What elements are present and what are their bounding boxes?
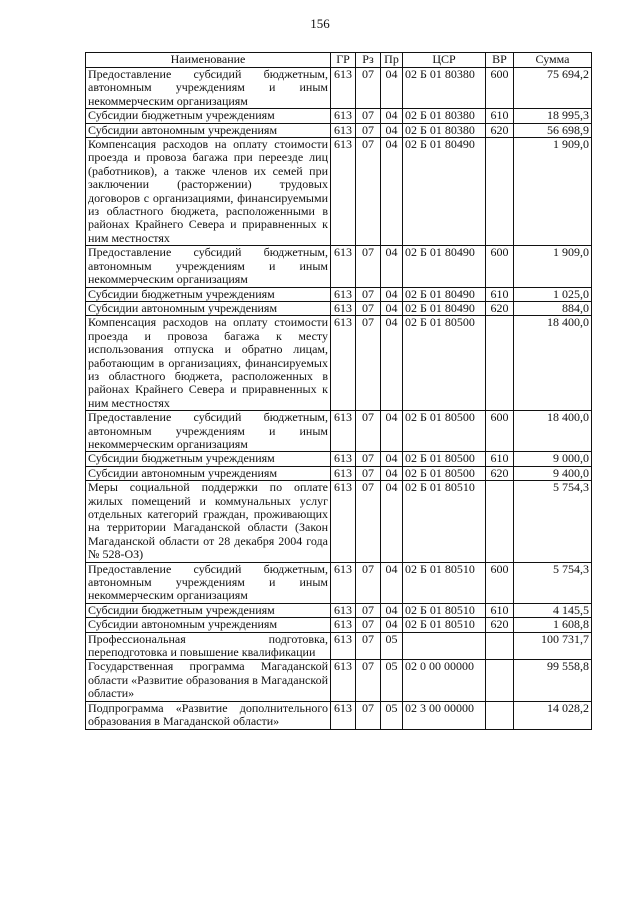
cell-rz: 07: [356, 68, 381, 109]
table-row: [86, 562, 592, 603]
cell-rz: 07: [356, 316, 381, 411]
cell-gr: 613: [331, 301, 356, 315]
table-row: [86, 660, 592, 701]
cell-rz: 07: [356, 701, 381, 729]
cell-sum: 14 028,2: [514, 701, 592, 729]
cell-rz: 07: [356, 632, 381, 660]
cell-rz: 07: [356, 301, 381, 315]
table-row: [86, 466, 592, 480]
table-row: [86, 68, 592, 109]
cell-name: Субсидии автономным учреждениям: [86, 301, 331, 315]
cell-vr: [486, 701, 514, 729]
cell-vr: 620: [486, 618, 514, 632]
cell-csr: 02 Б 01 80490: [403, 287, 486, 301]
cell-vr: 600: [486, 246, 514, 287]
cell-csr: 02 Б 01 80500: [403, 411, 486, 452]
cell-csr: 02 Б 01 80380: [403, 123, 486, 137]
cell-csr: 02 3 00 00000: [403, 701, 486, 729]
cell-vr: [486, 660, 514, 701]
table-row: [86, 481, 592, 562]
cell-sum: 9 400,0: [514, 466, 592, 480]
table-row: [86, 301, 592, 315]
cell-rz: 07: [356, 452, 381, 466]
cell-pr: 04: [381, 411, 403, 452]
cell-name: Предоставление субсидий бюджетным, автономным учреждениям и иным некоммерческим организациям: [86, 68, 331, 109]
cell-pr: 04: [381, 481, 403, 562]
cell-csr: 02 Б 01 80510: [403, 481, 486, 562]
cell-vr: 600: [486, 562, 514, 603]
table-row: [86, 287, 592, 301]
cell-rz: 07: [356, 109, 381, 123]
cell-sum: 9 000,0: [514, 452, 592, 466]
cell-gr: 613: [331, 411, 356, 452]
cell-vr: 610: [486, 452, 514, 466]
cell-gr: 613: [331, 632, 356, 660]
cell-name: Предоставление субсидий бюджетным, автономным учреждениям и иным некоммерческим организациям: [86, 411, 331, 452]
cell-sum: 99 558,8: [514, 660, 592, 701]
table-header-row: [86, 53, 592, 68]
cell-gr: 613: [331, 481, 356, 562]
cell-pr: 04: [381, 109, 403, 123]
cell-sum: 56 698,9: [514, 123, 592, 137]
table-row: [86, 411, 592, 452]
cell-pr: 04: [381, 562, 403, 603]
cell-csr: 02 Б 01 80500: [403, 466, 486, 480]
cell-rz: 07: [356, 660, 381, 701]
cell-rz: 07: [356, 466, 381, 480]
cell-sum: 1 025,0: [514, 287, 592, 301]
cell-csr: 02 Б 01 80380: [403, 68, 486, 109]
table-row: [86, 603, 592, 617]
cell-sum: 18 400,0: [514, 316, 592, 411]
cell-csr: 02 Б 01 80490: [403, 246, 486, 287]
cell-pr: 05: [381, 701, 403, 729]
cell-rz: 07: [356, 603, 381, 617]
cell-csr: [403, 632, 486, 660]
cell-gr: 613: [331, 138, 356, 246]
table-row: [86, 109, 592, 123]
cell-csr: 02 Б 01 80510: [403, 618, 486, 632]
cell-vr: 610: [486, 109, 514, 123]
cell-name: Компенсация расходов на оплату стоимости проезда и провоза багажа при переезде лиц (работников), а также членов их семей при заключении (расторжении) трудовых договоров с организациями, финансируемыми из областного бюджета, расположенными в районах Крайнего Севера и приравненных к ним местностях: [86, 138, 331, 246]
cell-csr: 02 0 00 00000: [403, 660, 486, 701]
page-number: 156: [310, 16, 330, 31]
cell-name: Предоставление субсидий бюджетным, автономным учреждениям и иным некоммерческим организациям: [86, 562, 331, 603]
cell-sum: 884,0: [514, 301, 592, 315]
cell-pr: 04: [381, 123, 403, 137]
table-row: [86, 316, 592, 411]
header-gr: ГР: [331, 53, 356, 68]
cell-rz: 07: [356, 411, 381, 452]
cell-pr: 04: [381, 618, 403, 632]
cell-pr: 04: [381, 603, 403, 617]
cell-name: Субсидии автономным учреждениям: [86, 123, 331, 137]
cell-gr: 613: [331, 618, 356, 632]
cell-csr: 02 Б 01 80510: [403, 562, 486, 603]
cell-csr: 02 Б 01 80510: [403, 603, 486, 617]
cell-gr: 613: [331, 68, 356, 109]
header-rz: Рз: [356, 53, 381, 68]
cell-pr: 04: [381, 316, 403, 411]
cell-rz: 07: [356, 246, 381, 287]
cell-pr: 04: [381, 68, 403, 109]
header-pr: Пр: [381, 53, 403, 68]
cell-pr: 04: [381, 246, 403, 287]
cell-sum: 18 400,0: [514, 411, 592, 452]
cell-csr: 02 Б 01 80500: [403, 316, 486, 411]
cell-csr: 02 Б 01 80380: [403, 109, 486, 123]
cell-name: Компенсация расходов на оплату стоимости проезда и провоза багажа к месту использования отпуска и обратно лицам, работающим в организациях, финансируемых из областного бюджета, расположенных в районах Крайнего Севера и приравненных к ним местностях: [86, 316, 331, 411]
cell-gr: 613: [331, 660, 356, 701]
cell-vr: [486, 481, 514, 562]
cell-name: Предоставление субсидий бюджетным, автономным учреждениям и иным некоммерческим организациям: [86, 246, 331, 287]
cell-name: Субсидии бюджетным учреждениям: [86, 109, 331, 123]
cell-sum: 5 754,3: [514, 562, 592, 603]
cell-gr: 613: [331, 316, 356, 411]
budget-table: [85, 52, 592, 730]
cell-vr: 610: [486, 287, 514, 301]
cell-pr: 05: [381, 660, 403, 701]
table-row: [86, 632, 592, 660]
cell-vr: 600: [486, 411, 514, 452]
cell-sum: 100 731,7: [514, 632, 592, 660]
cell-csr: 02 Б 01 80490: [403, 138, 486, 246]
cell-gr: 613: [331, 603, 356, 617]
cell-sum: 4 145,5: [514, 603, 592, 617]
cell-name: Субсидии бюджетным учреждениям: [86, 452, 331, 466]
header-vr: ВР: [486, 53, 514, 68]
cell-csr: 02 Б 01 80500: [403, 452, 486, 466]
cell-sum: 5 754,3: [514, 481, 592, 562]
cell-pr: 04: [381, 466, 403, 480]
cell-name: Субсидии бюджетным учреждениям: [86, 287, 331, 301]
cell-vr: [486, 316, 514, 411]
table-body: [86, 68, 592, 730]
cell-rz: 07: [356, 287, 381, 301]
cell-pr: 04: [381, 452, 403, 466]
cell-name: Подпрограмма «Развитие дополнительного образования в Магаданской области»: [86, 701, 331, 729]
cell-vr: [486, 138, 514, 246]
cell-vr: [486, 632, 514, 660]
cell-name: Государственная программа Магаданской области «Развитие образования в Магаданской области»: [86, 660, 331, 701]
cell-pr: 04: [381, 301, 403, 315]
cell-gr: 613: [331, 109, 356, 123]
cell-gr: 613: [331, 562, 356, 603]
cell-name: Субсидии автономным учреждениям: [86, 618, 331, 632]
cell-sum: 1 909,0: [514, 246, 592, 287]
cell-rz: 07: [356, 481, 381, 562]
cell-name: Субсидии автономным учреждениям: [86, 466, 331, 480]
cell-vr: 620: [486, 301, 514, 315]
cell-pr: 05: [381, 632, 403, 660]
header-csr: ЦСР: [403, 53, 486, 68]
cell-rz: 07: [356, 618, 381, 632]
cell-gr: 613: [331, 246, 356, 287]
cell-name: Меры социальной поддержки по оплате жилых помещений и коммунальных услуг отдельных категорий граждан, проживающих на территории Магаданской области (Закон Магаданской области от 28 декабря 2004 года № 528-ОЗ): [86, 481, 331, 562]
cell-vr: 610: [486, 603, 514, 617]
cell-pr: 04: [381, 138, 403, 246]
cell-vr: 620: [486, 123, 514, 137]
header-sum: Сумма: [514, 53, 592, 68]
cell-sum: 1 608,8: [514, 618, 592, 632]
cell-gr: 613: [331, 701, 356, 729]
header-name: Наименование: [86, 53, 331, 68]
cell-rz: 07: [356, 123, 381, 137]
cell-sum: 75 694,2: [514, 68, 592, 109]
table-row: [86, 701, 592, 729]
cell-pr: 04: [381, 287, 403, 301]
cell-csr: 02 Б 01 80490: [403, 301, 486, 315]
table-row: [86, 138, 592, 246]
table-row: [86, 246, 592, 287]
cell-gr: 613: [331, 123, 356, 137]
cell-gr: 613: [331, 466, 356, 480]
cell-vr: 620: [486, 466, 514, 480]
cell-vr: 600: [486, 68, 514, 109]
cell-name: Профессиональная подготовка, переподготовка и повышение квалификации: [86, 632, 331, 660]
table-row: [86, 452, 592, 466]
cell-name: Субсидии бюджетным учреждениям: [86, 603, 331, 617]
cell-rz: 07: [356, 138, 381, 246]
cell-gr: 613: [331, 287, 356, 301]
cell-sum: 1 909,0: [514, 138, 592, 246]
cell-sum: 18 995,3: [514, 109, 592, 123]
cell-rz: 07: [356, 562, 381, 603]
table-row: [86, 123, 592, 137]
table-row: [86, 618, 592, 632]
cell-gr: 613: [331, 452, 356, 466]
